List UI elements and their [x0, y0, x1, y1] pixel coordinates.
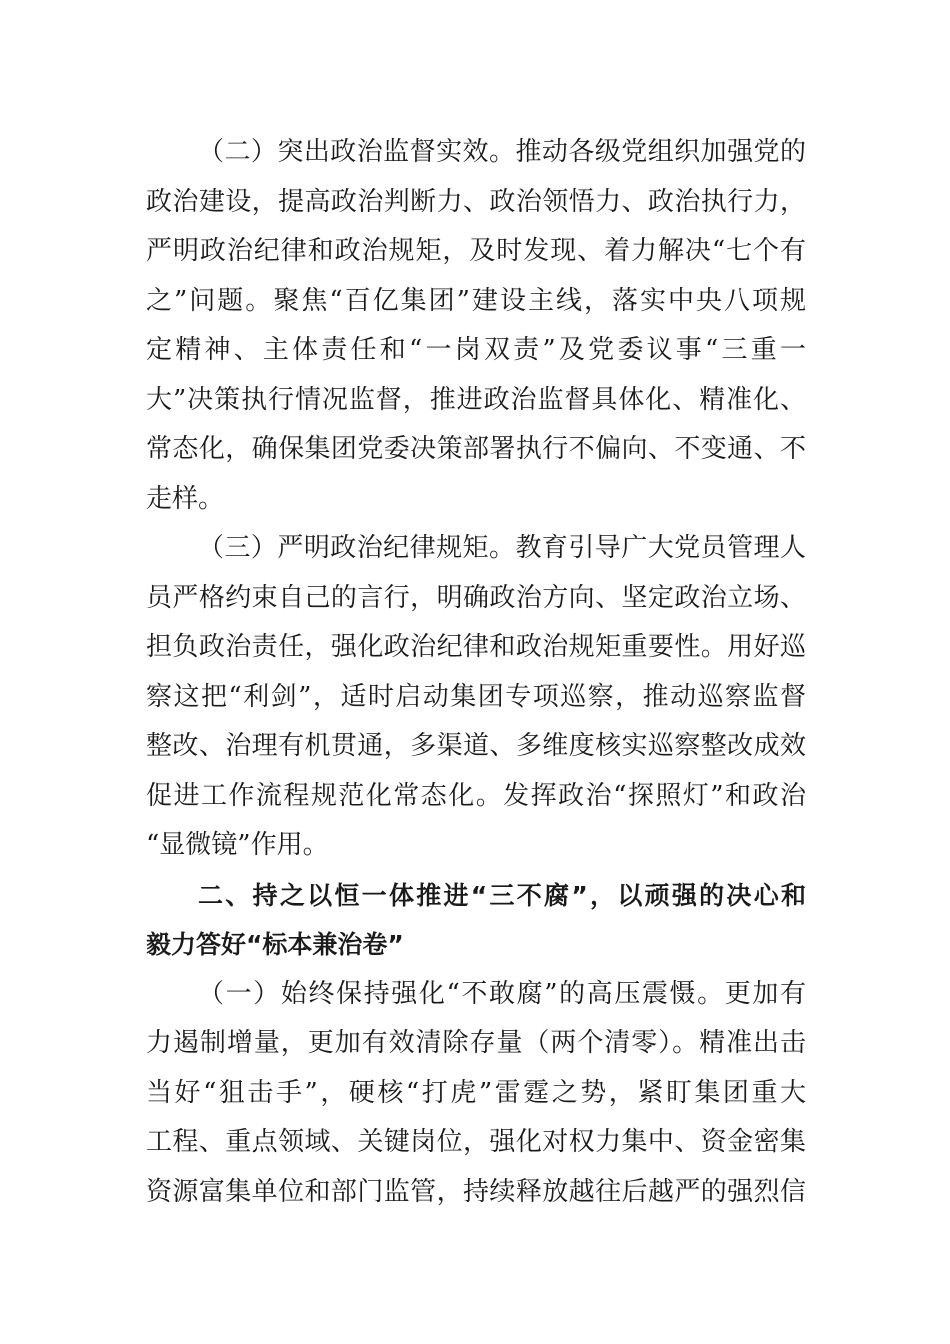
- paragraph-political-discipline: [146, 524, 806, 871]
- text-line: 严明政治纪律和政治规矩，及时发现、着力解决“七个有: [146, 236, 806, 266]
- text-line: 政治建设，提高政治判断力、政治领悟力、政治执行力，: [146, 186, 806, 217]
- heading-line: 二、持之以恒一体推进“三不腐”，以顽强的决心和: [198, 880, 806, 910]
- section-heading: [146, 871, 806, 970]
- text-line: 常态化，确保集团党委决策部署执行不偏向、不变通、不: [146, 434, 806, 464]
- text-line: 工程、重点领域、关键岗位，强化对权力集中、资金密集: [146, 1127, 806, 1157]
- heading-line: 毅力答好“标本兼治卷”: [146, 930, 404, 959]
- paragraph-political-supervision: [146, 128, 806, 524]
- text-line: 走样。: [146, 483, 225, 514]
- text-line: “显微镜”作用。: [146, 830, 329, 860]
- text-line: 大”决策执行情况监督，推进政治监督具体化、精准化、: [146, 384, 806, 415]
- text-line: 力遏制增量，更加有效清除存量（两个清零）。精准出击: [146, 1028, 806, 1058]
- text-line: 察这把“利剑”，适时启动集团专项巡察，推动巡察监督: [146, 681, 806, 712]
- document-body: [146, 128, 806, 1217]
- text-line: 整改、治理有机贯通，多渠道、多维度核实巡察整改成效: [146, 731, 806, 761]
- text-line: （三）严明政治纪律规矩。教育引导广大党员管理人: [198, 533, 806, 563]
- text-line: 员严格约束自己的言行，明确政治方向、坚定政治立场、: [146, 582, 806, 613]
- text-line: 资源富集单位和部门监管，持续释放越往后越严的强烈信: [146, 1176, 806, 1207]
- text-line: 之”问题。聚焦“百亿集团”建设主线，落实中央八项规: [146, 285, 806, 316]
- text-line: 定精神、主体责任和“一岗双责”及党委议事“三重一: [146, 335, 806, 365]
- text-line: （二）突出政治监督实效。推动各级党组织加强党的: [198, 137, 806, 167]
- text-line: 促进工作流程规范化常态化。发挥政治“探照灯”和政治: [146, 780, 806, 811]
- text-line: 担负政治责任，强化政治纪律和政治规矩重要性。用好巡: [146, 632, 806, 662]
- paragraph-deterrence: [146, 970, 806, 1218]
- text-line: 当好“狙击手”，硬核“打虎”雷霆之势，紧盯集团重大: [146, 1077, 806, 1108]
- text-line: （一）始终保持强化“不敢腐”的高压震慑。更加有: [198, 978, 806, 1009]
